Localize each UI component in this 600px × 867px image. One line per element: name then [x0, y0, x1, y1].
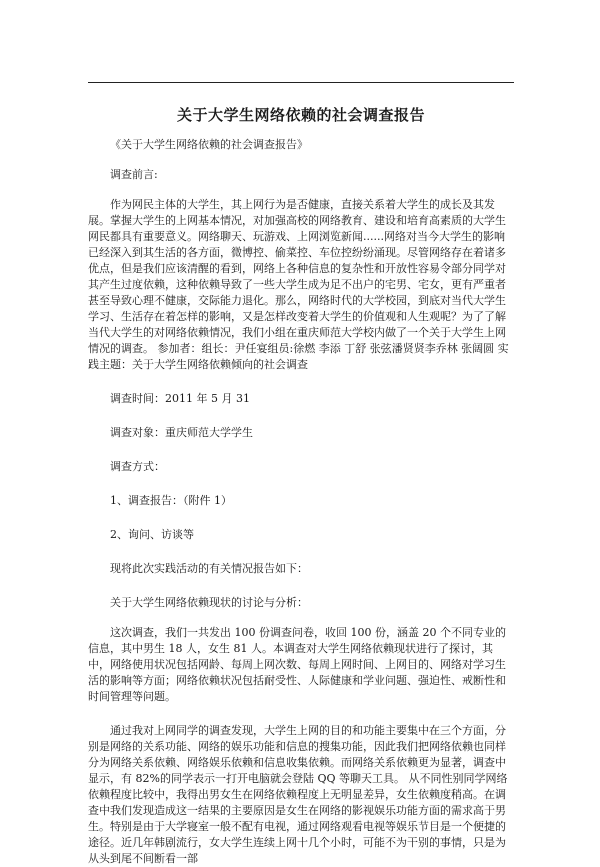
report-intro: 现将此次实践活动的有关情况报告如下：	[110, 562, 308, 575]
document-title: 关于大学生网络依赖的社会调查报告	[176, 106, 425, 124]
intro-paragraph: 作为网民主体的大学生，其上网行为是否健康，直接关系着大学生的成长及其发展。掌握大学生的上网基本情况，对加强高校的网络教育、建设和培育高素质的大学生网民都具有重要意义。网络聊天、玩游戏、上网浏览新闻......网络对当今大学生的影响已经深入到其生活的各方面，微博控、偷菜控、车位控纷纷涌现。尽管网络存在着诸多优点，但是我们应该清醒的看到，网络上各种信息的复杂性和开放性容易令部分同学对其产生过度依赖，这种依赖导致了一些大学生成为足不出户的宅男、宅女，更有严重者甚至导致心理不健康，交际能力退化。那么，网络时代的大学校园，到底对当代大学生学习、生活存在着怎样的影响，又是怎样改变着大学生的价值观和人生观呢？为了了解当代大学生的对网络依赖情况，我们小组在重庆师范大学校内做了一个关于大学生上网情况的调查。 参加者：组长：尹任宴组员:徐燃 李添 丁舒 张弦潘贤贤李乔林 张阔圆 实践主题：关于大学生网络依赖倾向的社会调查	[88, 198, 509, 371]
header-rule	[88, 82, 514, 83]
method-item-1: 1、调查报告：（附件 1）	[110, 494, 232, 507]
method-label: 调查方式：	[110, 460, 165, 473]
preface-label: 调查前言:	[110, 168, 158, 181]
document-body	[88, 137, 514, 867]
survey-target: 调查对象：重庆师范大学学生	[110, 426, 253, 439]
section-title: 关于大学生网络依赖现状的讨论与分析：	[110, 596, 308, 609]
findings-paragraph-1: 这次调查，我们一共发出 100 份调查问卷，收回 100 份，涵盖 20 个不同专业的信息，其中男生 18 人，女生 81 人。本调查对大学生网络依赖现状进行了探讨，其中，网络使用状况包括网龄、每周上网次数、每周上网时间、上网目的、网络对学习生活的影响等方面；网络依赖状况包括耐受性、人际健康和学业问题、强迫性、戒断性和时间管理等问题。	[88, 626, 506, 703]
method-item-2: 2、询问、访谈等	[110, 528, 194, 541]
survey-time: 调查时间：2011 年 5 月 31	[110, 392, 250, 405]
subtitle: 《关于大学生网络依赖的社会调查报告》	[110, 138, 308, 151]
findings-paragraph-2: 通过我对上网同学的调查发现，大学生上网的目的和功能主要集中在三个方面，分别是网络的关系功能、网络的娱乐功能和信息的搜集功能，因此我们把网络依赖也同样分为网络关系依赖、网络娱乐依赖和信息收集依赖。而网络关系依赖更为显著，调查中显示，有 82%的同学表示一打开电脑就会登陆 QQ 等聊天工具。 从不同性别同学网络依赖程度比较中，我得出男女生在网络依赖程度上无明显差异，女生依赖度稍高。在调查中我们发现造成这一结果的主要原因是女生在网络的影视娱乐功能方面的需求高于男生。特别是由于大学寝室一般不配有电视，通过网络观看电视等娱乐节目是一个便捷的途径。近几年韩剧流行，女大学生连续上网十几个小时，可能不为干别的事情，只是为从头到尾不间断看一部	[88, 724, 508, 865]
